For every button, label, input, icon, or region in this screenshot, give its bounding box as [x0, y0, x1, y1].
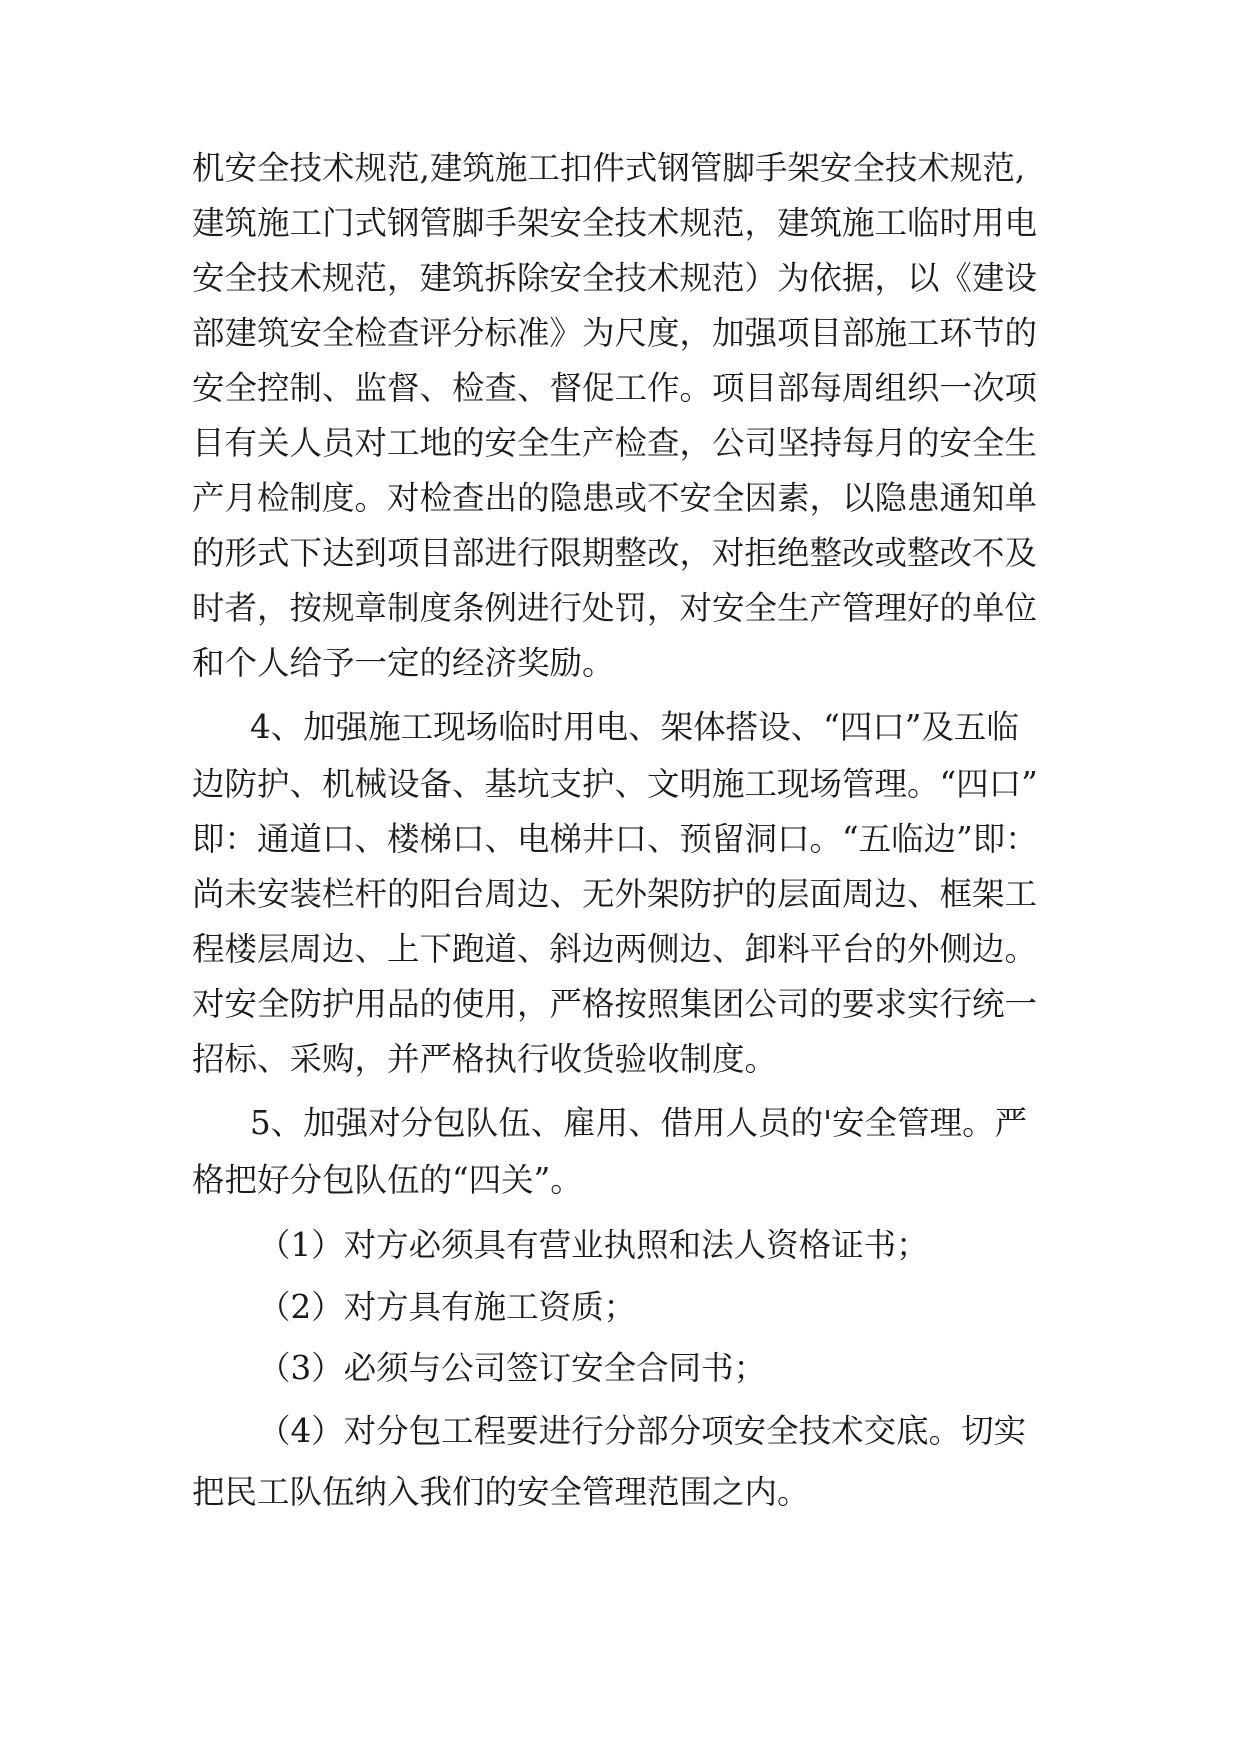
text-line: （1）对方必须具有营业执照和法人资格证书；: [258, 1226, 929, 1264]
text-line: 的形式下达到项目部进行限期整改，对拒绝整改或整改不及: [192, 534, 1038, 572]
text-line: （3）必须与公司签订安全合同书；: [258, 1349, 767, 1387]
text-line: 把民工队伍纳入我们的安全管理范围之内。: [192, 1473, 810, 1511]
text-line: 产月检制度。对检查出的隐患或不安全因素，以隐患通知单: [192, 479, 1038, 517]
text-line: 时者，按规章制度条例进行处罚，对安全生产管理好的单位: [192, 589, 1038, 627]
text-line: （2）对方具有施工资质；: [258, 1288, 637, 1326]
text-line: 目有关人员对工地的安全生产检查，公司坚持每月的安全生: [192, 424, 1038, 462]
text-line: 安全控制、监督、检查、督促工作。项目部每周组织一次项: [192, 369, 1038, 407]
text-line: 招标、采购，并严格执行收货验收制度。: [192, 1040, 778, 1078]
text-line: 边防护、机械设备、基坑支护、文明施工现场管理。“四口”: [192, 765, 1038, 803]
text-line: 5、加强对分包队伍、雇用、借用人员的'安全管理。严: [250, 1104, 1028, 1142]
text-line: 和个人给予一定的经济奖励。: [192, 644, 615, 682]
text-line: 即：通道口、楼梯口、电梯井口、预留洞口。“五临边”即：: [192, 820, 1038, 858]
text-line: 机安全技术规范,建筑施工扣件式钢管脚手架安全技术规范,: [192, 149, 1026, 187]
text-line: 4、加强施工现场临时用电、架体搭设、“四口”及五临: [250, 708, 1019, 746]
text-line: 格把好分包队伍的“四关”。: [192, 1161, 583, 1199]
text-line: 建筑施工门式钢管脚手架安全技术规范，建筑施工临时用电: [192, 204, 1038, 242]
text-line: （4）对分包工程要进行分部分项安全技术交底。切实: [258, 1412, 1027, 1450]
text-line: 部建筑安全检查评分标准》为尺度，加强项目部施工环节的: [192, 314, 1038, 352]
text-line: 程楼层周边、上下跑道、斜边两侧边、卸料平台的外侧边。: [192, 930, 1038, 968]
text-line: 尚未安装栏杆的阳台周边、无外架防护的层面周边、框架工: [192, 875, 1038, 913]
text-line: 对安全防护用品的使用，严格按照集团公司的要求实行统一: [192, 985, 1038, 1023]
text-line: 安全技术规范，建筑拆除安全技术规范）为依据，以《建设: [192, 259, 1038, 297]
